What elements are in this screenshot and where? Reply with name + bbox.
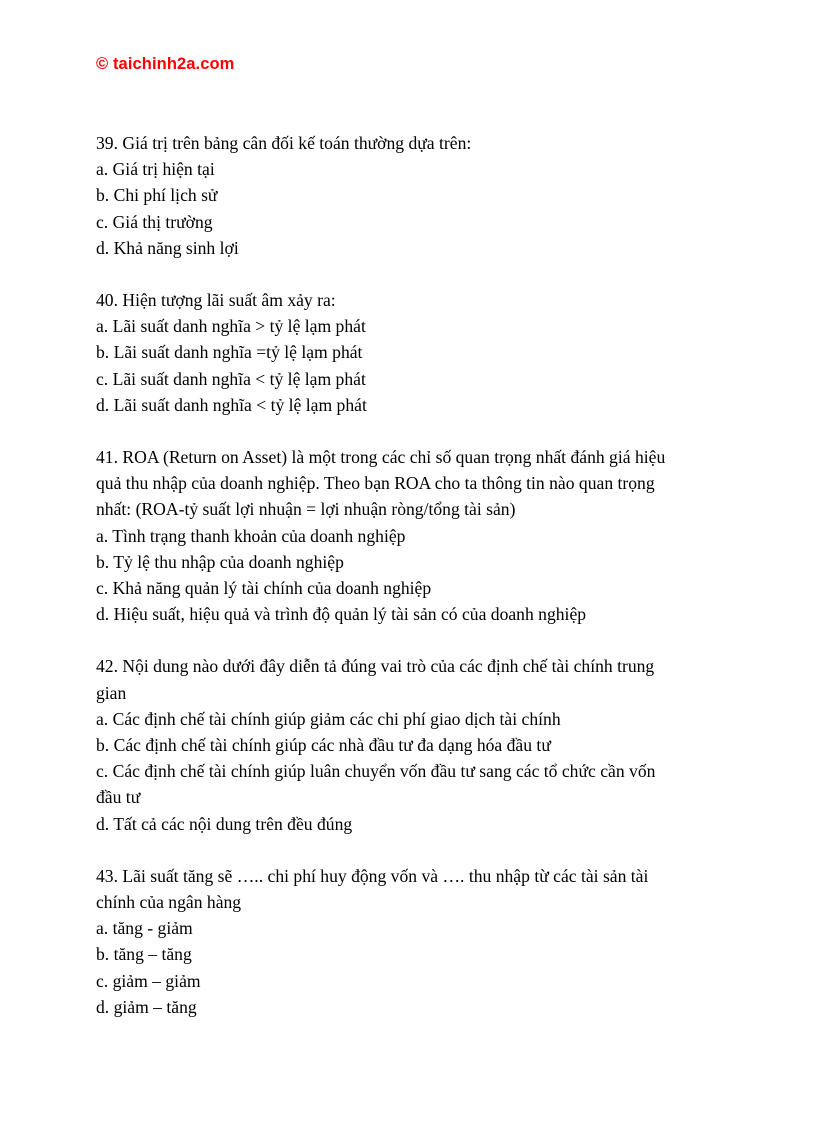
answer-option-b: b. Chi phí lịch sử	[96, 185, 218, 206]
answer-option-a: a. Tình trạng thanh khoản của doanh nghiệp	[96, 525, 406, 546]
answer-option-b: b. tăng – tăng	[96, 944, 192, 965]
answer-option-d: d. Khả năng sinh lợi	[96, 237, 239, 258]
answer-option-b: b. Các định chế tài chính giúp các nhà đầu tư đa dạng hóa đầu tư	[96, 735, 551, 756]
site-watermark: © taichinh2a.com	[96, 55, 235, 73]
question-text	[96, 653, 716, 705]
answer-option-c: c. Các định chế tài chính giúp luân chuyển vốn đầu tư sang các tổ chức cần vốn	[96, 761, 656, 782]
answer-option-c: c. Khả năng quản lý tài chính của doanh nghiệp	[96, 578, 432, 599]
answer-option-c: c. Giá thị trường	[96, 211, 213, 232]
question-text	[96, 444, 716, 523]
answer-option-a: a. Giá trị hiện tại	[96, 159, 215, 180]
answer-option-c: c. giảm – giảm	[96, 970, 201, 991]
answer-option-a: a. Các định chế tài chính giúp giảm các chi phí giao dịch tài chính	[96, 708, 561, 729]
question-43	[96, 863, 716, 1020]
answer-option-b: b. Tỷ lệ thu nhập của doanh nghiệp	[96, 551, 344, 572]
question-line: gian	[96, 682, 127, 703]
answer-option-d: d. Hiệu suất, hiệu quả và trình độ quản lý tài sản có của doanh nghiệp	[96, 604, 587, 625]
question-41	[96, 444, 716, 627]
answer-option-c: c. Lãi suất danh nghĩa < tỷ lệ lạm phát	[96, 368, 366, 389]
question-42	[96, 653, 716, 836]
answer-option-b: b. Lãi suất danh nghĩa =tỷ lệ lạm phát	[96, 342, 363, 363]
question-line: 42. Nội dung nào dưới đây diễn tả đúng vai trò của các định chế tài chính trung	[96, 656, 655, 677]
answer-option-d: d. Lãi suất danh nghĩa < tỷ lệ lạm phát	[96, 394, 367, 415]
question-40	[96, 287, 716, 418]
answer-option-d: d. giảm – tăng	[96, 996, 197, 1017]
question-line: quả thu nhập của doanh nghiệp. Theo bạn ROA cho ta thông tin nào quan trọng	[96, 473, 655, 494]
question-line: 41. ROA (Return on Asset) là một trong các chỉ số quan trọng nhất đánh giá hiệu	[96, 447, 666, 468]
answer-option-a: a. tăng - giảm	[96, 918, 193, 939]
question-line: 39. Giá trị trên bảng cân đối kế toán thường dựa trên:	[96, 133, 472, 153]
answer-option-d: d. Tất cả các nội dung trên đều đúng	[96, 813, 353, 834]
question-39	[96, 130, 716, 261]
question-line: 43. Lãi suất tăng sẽ ….. chi phí huy động vốn và …. thu nhập từ các tài sản tài	[96, 865, 649, 886]
question-list	[96, 130, 716, 1046]
question-text	[96, 130, 716, 156]
answer-option-a: a. Lãi suất danh nghĩa > tỷ lệ lạm phát	[96, 316, 366, 337]
question-text	[96, 287, 716, 313]
question-line: 40. Hiện tượng lãi suất âm xảy ra:	[96, 290, 336, 311]
question-line: chính của ngân hàng	[96, 892, 242, 913]
question-text	[96, 863, 716, 915]
question-line: nhất: (ROA-tỷ suất lợi nhuận = lợi nhuận ròng/tổng tài sản)	[96, 499, 516, 520]
answer-option-c-continued: đầu tư	[96, 787, 141, 808]
